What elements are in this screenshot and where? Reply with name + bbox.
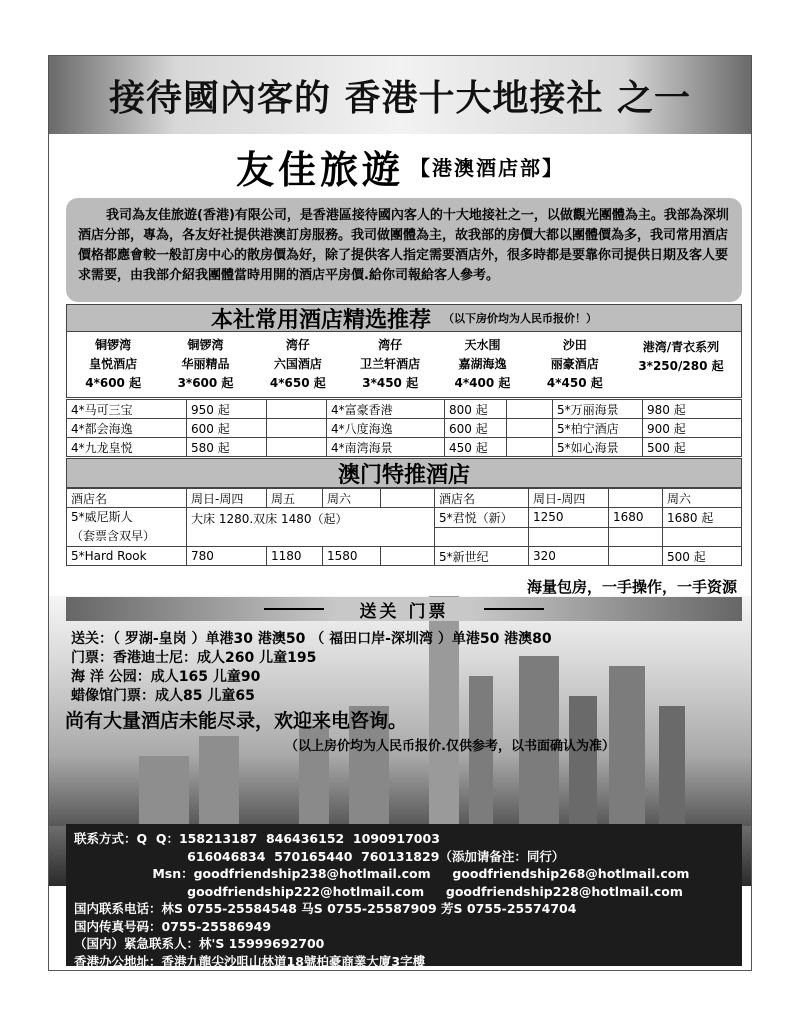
top-banner [49,56,751,134]
arrow-left-icon [484,608,544,610]
transfer-ticket-bar [66,597,742,621]
table-header-row: 酒店名 周日-周四 周五 周六 酒店名 周日-周四 周六 [67,489,742,508]
contact-block [66,824,742,969]
macau-section-title: 澳门特推酒店 [337,462,470,488]
hotel-name: 嘉湖海逸 [458,357,507,371]
featured-hotel [344,332,436,397]
contact-qq: 联系方式：Q Q：158213187 846436152 1090917003 [74,831,440,846]
featured-hotels [66,332,742,398]
brand-header [49,142,751,190]
macau-hotel-table [66,488,742,566]
ticket-wax-museum: 蜡像馆门票：成人85 儿童65 [71,688,255,704]
hotel-area: 沙田 [562,338,587,352]
hotel-area: 铜锣湾 [95,338,132,352]
price-disclaimer: （以上房价均为人民币报价.仅供参考，以书面确认为准） [285,739,615,754]
hotel-price: 4*450 起 [546,376,603,390]
brand-name: 友佳旅遊 [235,147,404,192]
hotel-area: 湾仔 [378,338,403,352]
contact-msn-2: goodfriendship222@hotlmail.com goodfriendship228@hotlmail.com [74,883,683,899]
featured-hotel [252,332,344,397]
table-row: 5*威尼斯人 （套票含双早） 大床 1280.双床 1480（起） 5*君悦（新） 1250 1680 1680 起 [67,508,742,528]
banner-title: 接待國內客的 香港十大地接社 之一 [108,77,692,119]
table-row: 4*马可三宝 950 起 4*富豪香港 800 起 5*万丽海景 980 起 [67,400,742,419]
hotel-area: 铜锣湾 [187,338,224,352]
contact-address: 香港办公地址：香港九龍尖沙咀山林道18號柏豪商業大廈3字樓 [74,953,426,969]
transfer-title: 送关 门票 [359,601,449,622]
hotel-price: 4*400 起 [454,376,511,390]
table-row: 5*Hard Rook 780 1180 1580 5*新世纪 320 500 起 [67,547,742,566]
more-hotels-note: 尚有大量酒店未能尽录，欢迎来电咨询。 [65,710,408,732]
featured-hotel [159,332,251,397]
ticket-disney: 门票：香港迪士尼：成人260 儿童195 [71,650,317,666]
hotel-name: 丽豪酒店 [550,357,599,371]
contact-qq-2: 616046834 570165440 760131829（添加请备注：同行） [74,848,565,864]
contact-fax: 国内传真号码：0755-25586949 [74,918,272,934]
bigpack-slogan: 海量包房，一手操作，一手资源 [526,578,737,596]
arrow-right-icon [264,608,324,610]
contact-emergency: （国内）紧急联系人：林'S 15999692700 [74,936,325,951]
macau-section-header [66,458,742,488]
hk-section-note: （以下房价均为人民币报价！） [443,312,597,325]
intro-paragraph: 我司為友佳旅遊(香港)有限公司，是香港區接待國內客人的十大地接社之一，以做觀光團體為主。我部為深圳酒店分部，專為，各友好社提供港澳訂房服務。我司做團體為主，故我部的房價大都以團體價為多，我司常用酒店價格都應會較一般訂房中心的散房價為好，除了提供客人指定需要酒店外，很多時都是要靠你司提供日期及客人要求需要，由我部介紹我團體當時用開的酒店平房價.給你司報給客人參考。 [66,198,742,302]
featured-hotel [529,332,621,397]
hotel-name: 华丽精品 [181,357,230,371]
hotel-price: 3*600 起 [177,376,234,390]
hk-hotel-table [66,399,742,457]
hotel-area: 天水围 [464,338,501,352]
ticket-ocean-park: 海 洋 公园：成人165 儿童90 [71,669,261,685]
table-row: 4*都会海逸 600 起 4*八度海逸 600 起 5*柏宁酒店 900 起 [67,419,742,438]
hotel-price: 4*600 起 [85,376,142,390]
venetian-cell: 5*威尼斯人 （套票含双早） [67,508,187,547]
contact-phone: 国内联系电话：林S 0755-25584548 马S 0755-25587909 芳S 0755-25574704 [74,901,577,916]
transfer-line: 送关：（ 罗湖-皇岗 ）单港30 港澳50 （ 福田口岸-深圳湾 ）单港50 港澳80 [71,631,552,647]
hotel-price: 3*450 起 [362,376,419,390]
featured-hotel [67,332,159,397]
hotel-area: 湾仔 [285,338,310,352]
table-row: 4*九龙皇悦 580 起 4*南湾海景 450 起 5*如心海景 500 起 [67,438,742,457]
brand-dept: 【港澳酒店部】 [410,155,564,180]
hk-section-title: 本社常用酒店精选推荐 [210,307,431,333]
featured-hotel [436,332,528,397]
hotel-price: 4*650 起 [269,376,326,390]
hotel-name: 皇悦酒店 [89,357,138,371]
hotel-name: 卫兰轩酒店 [360,357,421,371]
featured-hotel [621,332,741,397]
hk-section-header [66,304,742,332]
contact-msn: Msn：goodfriendship238@hotlmail.com goodfriendship268@hotlmail.com [74,866,690,881]
hotel-name: 六国酒店 [273,357,322,371]
hotel-area: 港湾/青衣系列 [642,340,720,354]
flyer [48,55,752,971]
hotel-price: 3*250/280 起 [638,359,724,373]
